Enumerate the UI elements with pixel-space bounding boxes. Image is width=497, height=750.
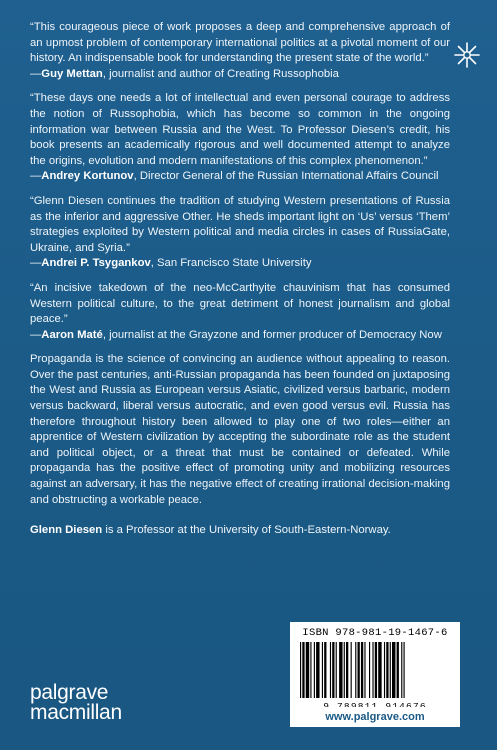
- barcode-bar: [310, 642, 311, 698]
- endorsement-2: [30, 91, 450, 185]
- barcode-bar: [330, 642, 331, 698]
- barcode: [290, 622, 460, 716]
- barcode-bar: [378, 642, 381, 698]
- barcode-bar: [339, 642, 342, 698]
- endorser-name: Andrei P. Tsygankov: [41, 257, 151, 270]
- barcode-bar: [344, 642, 345, 698]
- barcode-bar: [306, 642, 309, 698]
- endorser-name: Andrey Kortunov: [41, 170, 134, 183]
- endorser-name: Aaron Maté: [41, 328, 103, 341]
- author-bio: [30, 523, 450, 539]
- barcode-bar: [369, 642, 370, 698]
- barcode-bar: [392, 642, 395, 698]
- dash: —: [30, 257, 42, 270]
- barcode-bar: [372, 642, 373, 698]
- author-bio-text: is a Professor at the University of South-Eastern-Norway.: [102, 524, 391, 537]
- barcode-bar: [351, 642, 352, 698]
- barcode-bar: [332, 642, 334, 698]
- endorsement-text: “These days one needs a lot of intellectual and even personal courage to address the notion of Russophobia, which has become so common in the ongoing information war between Russia and the West. To Professor Diesen’s credit, his book presents an academically rigorous and well documented attempt to analyze the origins, evolution and modern manifestations of this complex phenomenon.”: [30, 92, 450, 167]
- barcode-bar: [358, 642, 360, 698]
- barcode-bar: [324, 642, 326, 698]
- endorsement-text: “An incisive takedown of the neo-McCarthyite chauvinism that has consumed Western political culture, to the great detriment of honest journalism and global peace.”: [30, 281, 450, 326]
- isbn-label: ISBN 978-981-19-1467-6: [302, 627, 448, 639]
- barcode-bar: [404, 642, 405, 698]
- barcode-bar: [314, 642, 315, 698]
- endorsement-text: “Glenn Diesen continues the tradition of studying Western presentations of Russia as the inferior and aggressive Other. He sheds important light on ‘Us’ versus ‘Them’ strategies exploited by Western political and media circles in cases of RussiaGate, Ukraine, and Syria.”: [30, 194, 450, 254]
- endorsement-text: “This courageous piece of work proposes a deep and comprehensive approach of an upmost problem of contemporary international politics at a pivotal moment of our history. An indispensable book for understanding the present state of the world.”: [30, 21, 450, 65]
- barcode-bar: [401, 642, 402, 698]
- barcode-bar: [355, 642, 356, 698]
- barcode-bar: [361, 642, 363, 698]
- dash: —: [30, 328, 42, 341]
- endorser-role: , San Francisco State University: [150, 257, 312, 270]
- back-cover-text: [30, 20, 450, 539]
- barcode-bar: [300, 642, 301, 698]
- barcode-bar: [336, 642, 337, 698]
- author-name: Glenn Diesen: [30, 524, 103, 537]
- book-description: Propaganda is the science of convincing an audience without appealing to reason. Over the past centuries, anti-Russian propaganda has been founded on juxtaposing the West and Russia as European versus Asiatic, civilized versus barbaric, modern versus backward, liberal versus autocratic, and even good versus evil. Russia has therefore throughout history been allowed to play one of two roles—either an apprentice of Western civilization by accepting the subordinate role as the student and political object, or a threat that must be contained or defeated. While propaganda has the positive effect of promoting unity and mobilizing resources against an adversary, it has the negative effect of creating irrational decision-making and obstructing a workable peace.: [30, 353, 450, 506]
- publisher-url[interactable]: www.palgrave.com: [290, 707, 460, 727]
- springer-nature-logo-icon: [452, 40, 482, 70]
- barcode-bar: [397, 642, 399, 698]
- barcode-bar: [390, 642, 391, 698]
- barcode-bar: [322, 642, 323, 698]
- endorser-role: , journalist and author of Creating Russophobia: [102, 67, 339, 80]
- barcode-bar: [384, 642, 385, 698]
- barcode-bar: [302, 642, 304, 698]
- barcode-bar: [346, 642, 348, 698]
- barcode-bar: [386, 642, 388, 698]
- dash: —: [30, 67, 42, 80]
- barcode-bars: [298, 642, 452, 698]
- endorser-role: , journalist at the Grayzone and former producer of Democracy Now: [102, 328, 442, 341]
- publisher-logo: [30, 683, 122, 723]
- dash: —: [30, 170, 42, 183]
- publisher-name-line1: palgrave: [30, 681, 109, 704]
- endorser-role: , Director General of the Russian International Affairs Council: [133, 170, 439, 183]
- barcode-bar: [375, 642, 377, 698]
- endorsement-3: [30, 194, 450, 272]
- endorser-name: Guy Mettan: [41, 67, 103, 80]
- barcode-bar: [316, 642, 319, 698]
- endorsement-4: [30, 281, 450, 343]
- publisher-name-line2: macmillan: [30, 701, 122, 724]
- barcode-bar: [364, 642, 365, 698]
- endorsement-1: [30, 20, 450, 82]
